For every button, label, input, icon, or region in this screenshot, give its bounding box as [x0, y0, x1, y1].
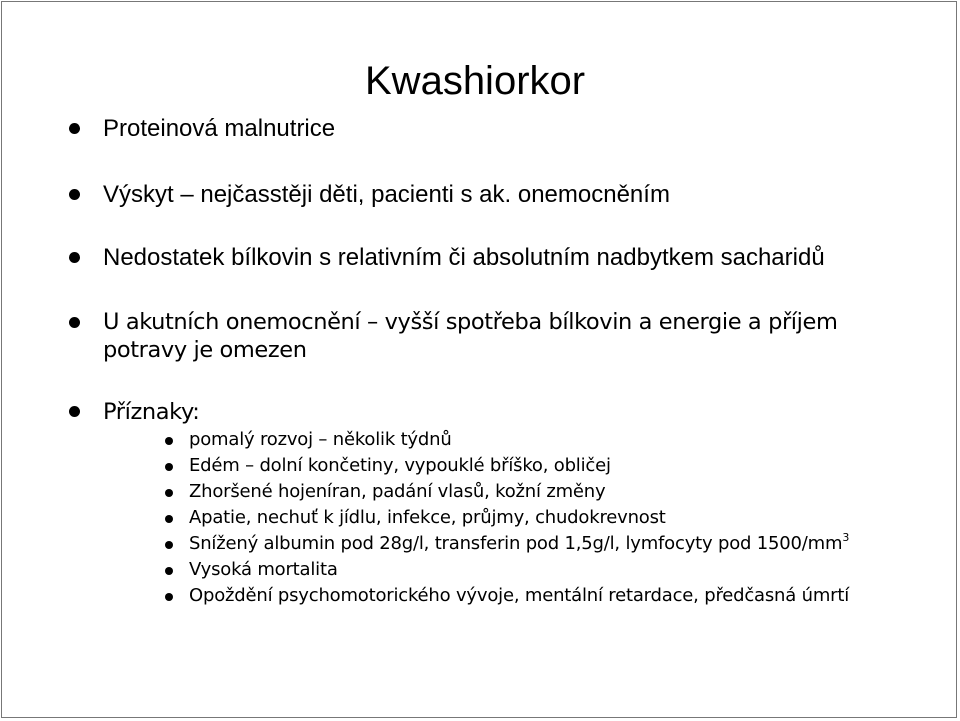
sub-bullet-text: Edém – dolní končetiny, vypouklé bříško, obličej — [189, 455, 611, 476]
bullet-text: U akutních onemocnění – vyšší spotřeba bílkovin a energie a příjem potravy je omezen — [103, 309, 838, 363]
sub-bullet-item — [2, 505, 942, 531]
sub-bullet-item — [2, 583, 942, 609]
sub-bullet-dot-icon — [165, 515, 173, 523]
sub-bullet-dot-icon — [165, 463, 173, 471]
bullet-dot-icon — [69, 123, 80, 134]
sub-bullet-text: Opoždění psychomotorického vývoje, mentální retardace, předčasná úmrtí — [189, 585, 850, 606]
slide — [1, 1, 957, 718]
bullet-dot-icon — [69, 317, 80, 328]
sub-bullet-text-with-superscript — [189, 531, 849, 557]
sub-bullet-text: pomalý rozvoj – několik týdnů — [189, 429, 452, 450]
sub-bullet-item — [2, 557, 942, 583]
slide-title: Kwashiorkor — [365, 59, 586, 103]
sub-bullet-text: Snížený albumin pod 28g/l, transferin pod 1,5g/l, lymfocyty pod 1500/mm — [189, 533, 843, 554]
bullet-dot-icon — [69, 252, 80, 263]
sub-bullet-dot-icon — [165, 541, 173, 549]
superscript: 3 — [842, 531, 850, 544]
sub-bullet-text: Apatie, nechuť k jídlu, infekce, průjmy, chudokrevnost — [189, 507, 666, 528]
sub-bullet-item — [2, 531, 942, 557]
sub-bullet-text: Zhoršené hojeníran, padání vlasů, kožní změny — [189, 481, 606, 502]
sub-bullet-dot-icon — [165, 489, 173, 497]
bullet-dot-icon — [69, 406, 80, 417]
bullet-dot-icon — [69, 189, 80, 200]
bullet-text: Nedostatek bílkovin s relativním či absolutním nadbytkem sacharidů — [103, 244, 825, 271]
bullet-text: Příznaky: — [103, 399, 200, 425]
sub-bullet-dot-icon — [165, 437, 173, 445]
sub-bullet-text: Vysoká mortalita — [189, 559, 338, 580]
bullet-text: Proteinová malnutrice — [103, 115, 336, 142]
sub-bullet-dot-icon — [165, 593, 173, 601]
sub-bullet-dot-icon — [165, 567, 173, 575]
bullet-text: Výskyt – nejčasstěji děti, pacienti s ak. onemocněním — [103, 181, 670, 208]
sub-bullet-item — [2, 427, 942, 453]
sub-bullet-item — [2, 453, 942, 479]
sub-bullet-item — [2, 479, 942, 505]
